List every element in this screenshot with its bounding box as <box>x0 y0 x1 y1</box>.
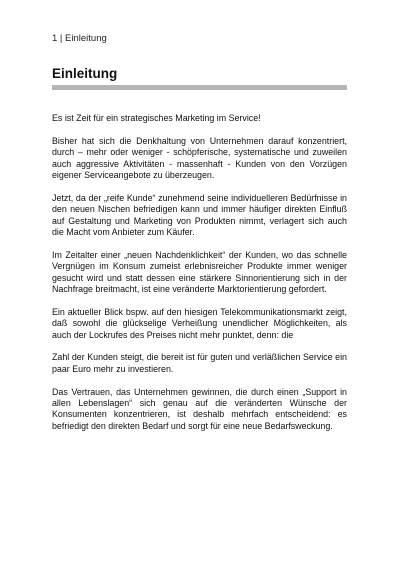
title-underline-rule <box>52 85 347 90</box>
running-header: 1 | Einleitung <box>52 33 107 44</box>
paragraph: Ein aktueller Blick bspw. auf den hiesigen Telekommunikationsmarkt zeigt, daß sowohl die glückselige Verheißung unendlicher Möglichkeiten, als auch der Lockrufes des Preises nicht mehr punktet, denn: die <box>52 306 347 340</box>
page-title: Einleitung <box>52 66 118 81</box>
paragraph: Im Zeitalter einer „neuen Nachdenklichkeit“ der Kunden, wo das schnelle Vergnügen im Konsum zumeist erlebnisreicher Produkte immer weniger gesucht wird und statt dessen eine stärkere Sinnorientierung sich in der Nachfrage breitmacht, ist eine veränderte Marktorientierung gefordert. <box>52 249 347 295</box>
paragraph: Jetzt, da der „reife Kunde“ zunehmend seine individuelleren Bedürfnisse in den neuen Nischen befriedigen kann und immer häufiger direkten Einfluß auf Gestaltung und Marketing von Produkten nimmt, verlagert sich auch die Macht vom Anbieter zum Käufer. <box>52 192 347 238</box>
paragraph: Das Vertrauen, das Unternehmen gewinnen, die durch einen „Support in allen Lebenslagen“ sich genau auf die veränderten Wünsche der Konsumenten konzentrieren, ist deshalb mehrfach entscheidend: es befriedigt den direkten Bedarf und sorgt für eine neue Bedarfsweckung. <box>52 386 347 431</box>
paragraph: Zahl der Kunden steigt, die bereit ist für guten und verläßlichen Service ein paar Euro mehr zu investieren. <box>52 352 347 374</box>
body-text <box>52 113 347 444</box>
paragraph: Es ist Zeit für ein strategisches Marketing im Service! <box>52 113 261 123</box>
paragraph: Bisher hat sich die Denkhaltung von Unternehmen darauf konzentriert, durch – mehr oder weniger - schöpferische, systematische und zuweilen auch aggressive Aktivitäten - massenhaft - Kunden von den Vorzügen eigener Serviceangebote zu überzeugen. <box>52 135 347 181</box>
